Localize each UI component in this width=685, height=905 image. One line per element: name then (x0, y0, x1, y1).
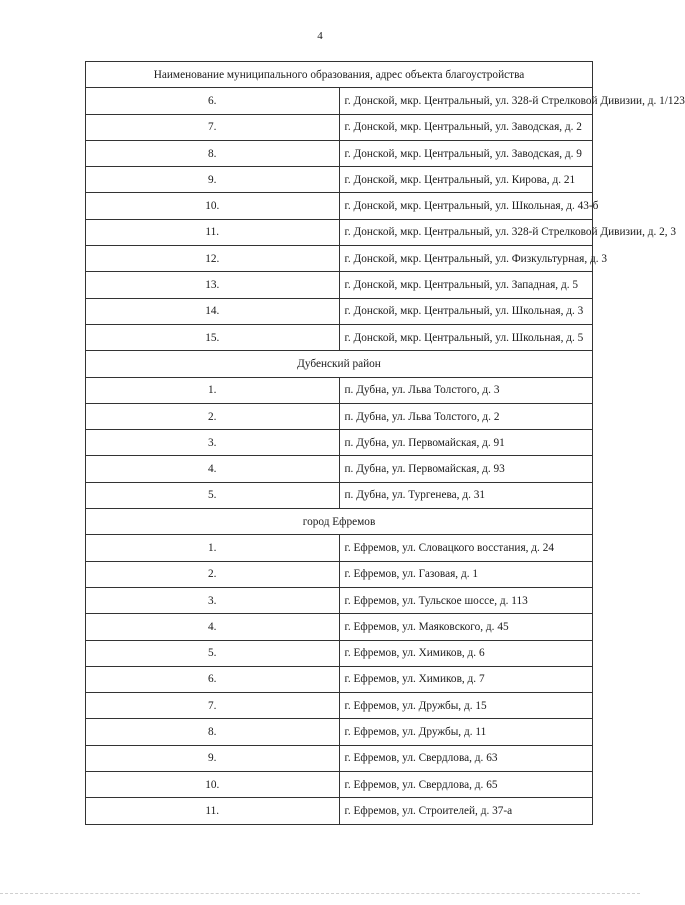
row-number: 3. (86, 430, 340, 456)
row-number: 7. (86, 114, 340, 140)
row-number: 8. (86, 719, 340, 745)
address-table-body (86, 62, 685, 825)
row-number: 6. (86, 88, 340, 114)
table-row (86, 482, 593, 508)
row-number: 10. (86, 193, 340, 219)
row-number: 11. (86, 798, 340, 824)
row-address: п. Дубна, ул. Первомайская, д. 93 (339, 456, 593, 482)
row-address: г. Донской, мкр. Центральный, ул. Школьная, д. 3 (339, 298, 593, 324)
table-row (86, 772, 593, 798)
row-number: 7. (86, 693, 340, 719)
row-number: 15. (86, 324, 340, 350)
table-row (86, 167, 593, 193)
section-title: город Ефремов (86, 509, 593, 535)
table-row (86, 535, 593, 561)
row-address: п. Дубна, ул. Льва Толстого, д. 3 (339, 377, 593, 403)
row-address: г. Ефремов, ул. Химиков, д. 6 (339, 640, 593, 666)
row-address: г. Ефремов, ул. Химиков, д. 7 (339, 666, 593, 692)
section-row (86, 351, 593, 377)
table-row (86, 456, 593, 482)
table-row (86, 666, 593, 692)
row-number: 14. (86, 298, 340, 324)
row-address: п. Дубна, ул. Льва Толстого, д. 2 (339, 403, 593, 429)
table-header-row (86, 62, 593, 88)
row-number: 1. (86, 535, 340, 561)
row-number: 8. (86, 140, 340, 166)
row-address: г. Донской, мкр. Центральный, ул. Школьная, д. 5 (339, 324, 593, 350)
table-row (86, 745, 593, 771)
table-row (86, 219, 593, 245)
table-row (86, 693, 593, 719)
table-row (86, 430, 593, 456)
table-row (86, 140, 593, 166)
row-address: г. Донской, мкр. Центральный, ул. 328-й Стрелковой Дивизии, д. 1/123 (339, 88, 593, 114)
row-address: г. Ефремов, ул. Словацкого восстания, д. 24 (339, 535, 593, 561)
row-address: п. Дубна, ул. Тургенева, д. 31 (339, 482, 593, 508)
row-address: г. Донской, мкр. Центральный, ул. Физкультурная, д. 3 (339, 246, 593, 272)
row-number: 10. (86, 772, 340, 798)
table-row (86, 114, 593, 140)
row-address: г. Ефремов, ул. Тульское шоссе, д. 113 (339, 587, 593, 613)
table-row (86, 614, 593, 640)
table-row (86, 719, 593, 745)
row-number: 2. (86, 403, 340, 429)
row-number: 1. (86, 377, 340, 403)
row-number: 12. (86, 246, 340, 272)
row-address: г. Донской, мкр. Центральный, ул. Западная, д. 5 (339, 272, 593, 298)
row-address: п. Дубна, ул. Первомайская, д. 91 (339, 430, 593, 456)
table-row (86, 403, 593, 429)
row-address: г. Донской, мкр. Центральный, ул. Заводская, д. 2 (339, 114, 593, 140)
address-table (85, 61, 685, 825)
table-row (86, 88, 593, 114)
page-number: 4 (317, 30, 323, 42)
table-row (86, 640, 593, 666)
row-number: 3. (86, 587, 340, 613)
scan-edge-line (0, 893, 640, 895)
row-number: 11. (86, 219, 340, 245)
section-title: Дубенский район (86, 351, 593, 377)
table-row (86, 246, 593, 272)
row-address: г. Ефремов, ул. Дружбы, д. 11 (339, 719, 593, 745)
row-address: г. Донской, мкр. Центральный, ул. Заводская, д. 9 (339, 140, 593, 166)
table-row (86, 272, 593, 298)
table-row (86, 377, 593, 403)
row-address: г. Донской, мкр. Центральный, ул. Кирова, д. 21 (339, 167, 593, 193)
row-number: 2. (86, 561, 340, 587)
row-address: г. Донской, мкр. Центральный, ул. Школьная, д. 43-б (339, 193, 593, 219)
row-number: 4. (86, 614, 340, 640)
table-row (86, 798, 593, 824)
row-address: г. Ефремов, ул. Дружбы, д. 15 (339, 693, 593, 719)
row-number: 4. (86, 456, 340, 482)
row-address: г. Ефремов, ул. Свердлова, д. 65 (339, 772, 593, 798)
row-number: 9. (86, 167, 340, 193)
row-number: 5. (86, 640, 340, 666)
table-row (86, 324, 593, 350)
row-number: 13. (86, 272, 340, 298)
row-number: 5. (86, 482, 340, 508)
table-row (86, 561, 593, 587)
row-number: 6. (86, 666, 340, 692)
row-number: 9. (86, 745, 340, 771)
table-row (86, 193, 593, 219)
row-address: г. Ефремов, ул. Маяковского, д. 45 (339, 614, 593, 640)
table-row (86, 587, 593, 613)
section-row (86, 509, 593, 535)
row-address: г. Донской, мкр. Центральный, ул. 328-й Стрелковой Дивизии, д. 2, 3 (339, 219, 593, 245)
row-address: г. Ефремов, ул. Свердлова, д. 63 (339, 745, 593, 771)
row-address: г. Ефремов, ул. Строителей, д. 37-а (339, 798, 593, 824)
row-address: г. Ефремов, ул. Газовая, д. 1 (339, 561, 593, 587)
table-header: Наименование муниципального образования, адрес объекта благоустройства (86, 62, 593, 88)
table-row (86, 298, 593, 324)
